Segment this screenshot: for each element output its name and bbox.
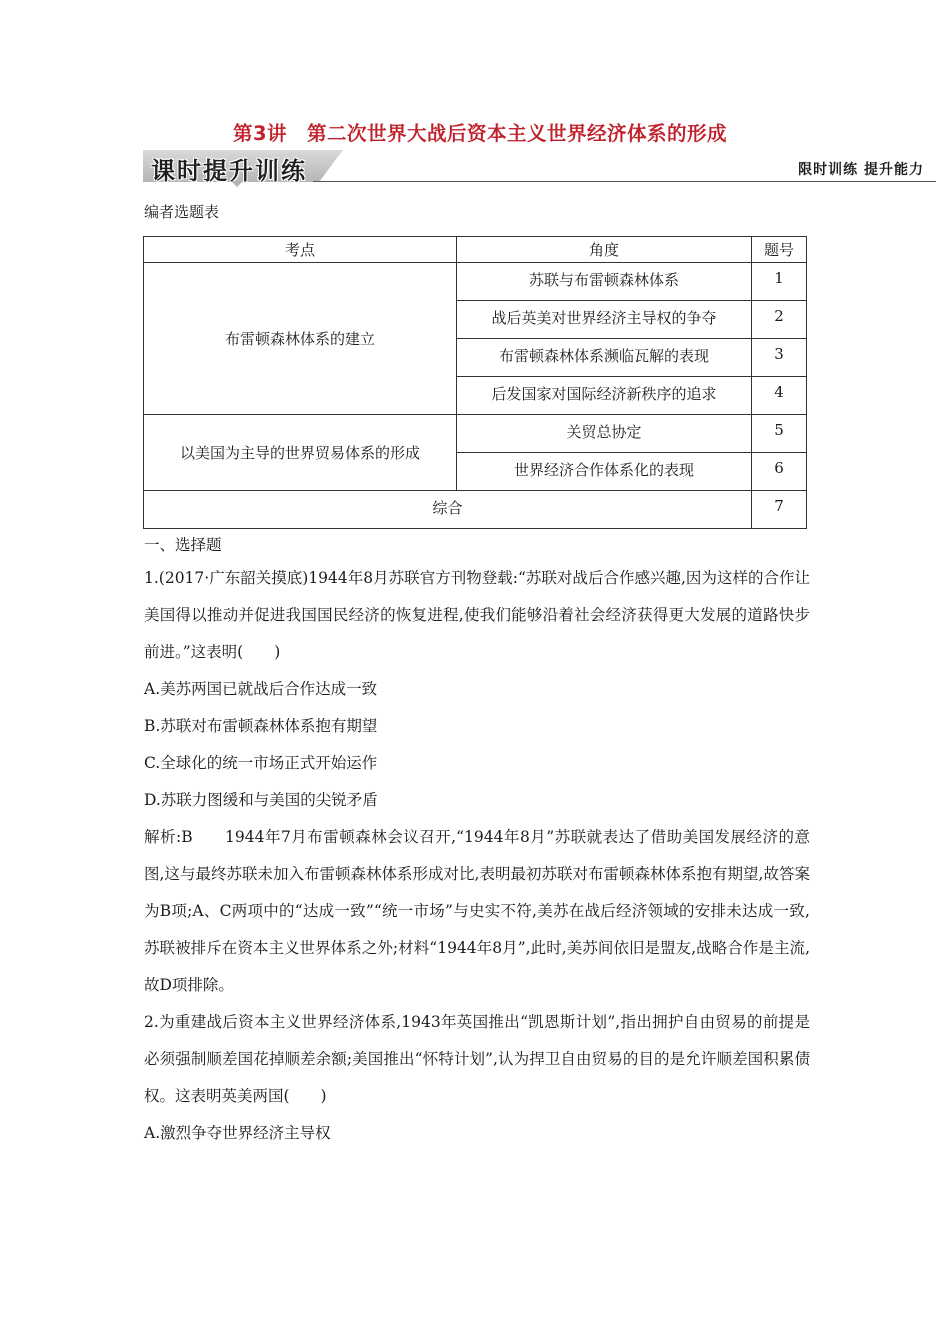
topic-cell: 布雷顿森林体系的建立 (144, 263, 457, 415)
topic-cell: 以美国为主导的世界贸易体系的形成 (144, 415, 457, 491)
option-a: A.激烈争夺世界经济主导权 (144, 1124, 331, 1142)
section-heading: 一、选择题 (144, 536, 222, 554)
option-c: C.全球化的统一市场正式开始运作 (144, 754, 378, 772)
number-cell: 5 (752, 415, 807, 453)
number-cell: 1 (752, 263, 807, 301)
banner-rule (313, 181, 936, 182)
number-cell: 7 (752, 491, 807, 529)
header-angle: 角度 (457, 237, 752, 263)
header-topic: 考点 (144, 237, 457, 263)
table-caption: 编者选题表 (144, 203, 220, 221)
number-cell: 3 (752, 339, 807, 377)
section-banner (143, 150, 936, 186)
angle-cell: 战后英美对世界经济主导权的争夺 (457, 301, 752, 339)
angle-cell: 布雷顿森林体系濒临瓦解的表现 (457, 339, 752, 377)
question-stem: 1.(2017·广东韶关摸底)1944年8月苏联官方刊物登载:“苏联对战后合作感兴趣,因为这样的合作让美国得以推动并促进我国国民经济的恢复进程,使我们能够沿着社会经济获得更大发展的道路快步前进。”这表明( ) (144, 569, 810, 661)
table-row (144, 263, 807, 301)
angle-cell: 关贸总协定 (457, 415, 752, 453)
header-number: 题号 (752, 237, 807, 263)
banner-title: 课时提升训练 (151, 157, 307, 185)
table-row (144, 415, 807, 453)
summary-cell: 综合 (144, 491, 752, 529)
number-cell: 4 (752, 377, 807, 415)
page-title: 第3讲 第二次世界大战后资本主义世界经济体系的形成 (232, 122, 728, 145)
table-header-row (144, 237, 807, 263)
question-stem: 2.为重建战后资本主义世界经济体系,1943年英国推出“凯恩斯计划”,指出拥护自由贸易的前提是必须强制顺差国花掉顺差余额;美国推出“怀特计划”,认为捍卫自由贸易的目的是允许顺差国积累债权。这表明英美两国( ) (144, 1013, 810, 1105)
question-analysis: 解析:B 1944年7月布雷顿森林会议召开,“1944年8月”苏联就表达了借助美国发展经济的意图,这与最终苏联未加入布雷顿森林体系形成对比,表明最初苏联对布雷顿森林体系抱有期望,故答案为B项;A、C两项中的“达成一致”“统一市场”与史实不符,美苏在战后经济领域的安排未达成一致,苏联被排斥在资本主义世界体系之外;材料“1944年8月”,此时,美苏间依旧是盟友,战略合作是主流,故D项排除。 (144, 828, 810, 994)
table-summary-row (144, 491, 807, 529)
selection-table (143, 236, 807, 529)
option-a: A.美苏两国已就战后合作达成一致 (144, 680, 378, 698)
number-cell: 2 (752, 301, 807, 339)
banner-pointer (231, 181, 243, 187)
angle-cell: 世界经济合作体系化的表现 (457, 453, 752, 491)
angle-cell: 苏联与布雷顿森林体系 (457, 263, 752, 301)
angle-cell: 后发国家对国际经济新秩序的追求 (457, 377, 752, 415)
option-b: B.苏联对布雷顿森林体系抱有期望 (144, 717, 378, 735)
question-content (144, 530, 810, 1152)
number-cell: 6 (752, 453, 807, 491)
banner-subtitle: 限时训练 提升能力 (798, 162, 924, 178)
option-d: D.苏联力图缓和与美国的尖锐矛盾 (144, 791, 378, 809)
